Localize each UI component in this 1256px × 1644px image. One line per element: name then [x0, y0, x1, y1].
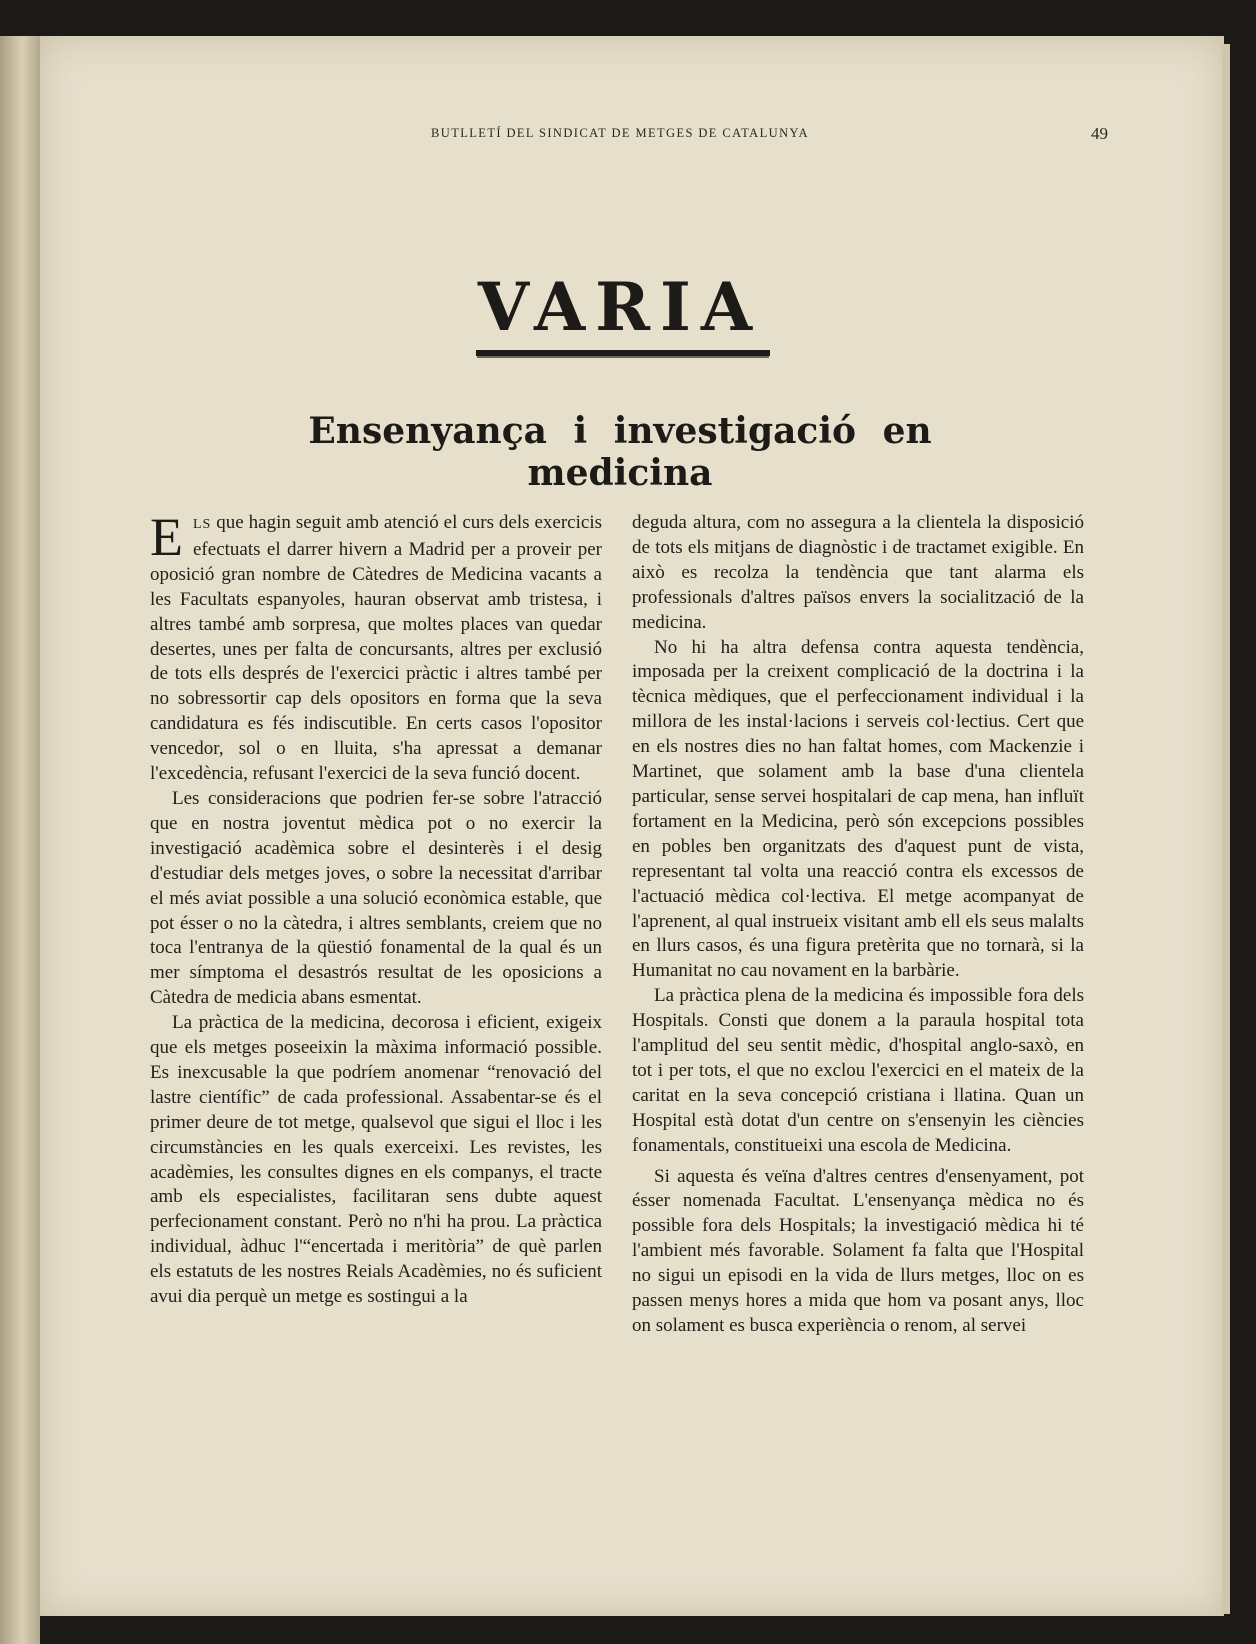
section-title: VARIA — [477, 268, 763, 346]
paragraph: deguda altura, com no assegura a la clientela la disposició de tots els mitjans de diagnòstic i de tractamet exigible. En això es recolza la tendència que tant alarma els professionals d'altres països envers la socialització de la medicina. — [632, 512, 1084, 633]
paragraph — [150, 507, 602, 787]
facing-page-edge — [0, 36, 40, 1644]
lead-word: LS — [193, 517, 212, 532]
running-head: BUTLLETÍ DEL SINDICAT DE METGES DE CATALUNYA — [431, 126, 809, 140]
page-edge — [1222, 44, 1230, 1614]
paragraph: Si aquesta és veïna d'altres centres d'ensenyament, pot ésser nomenada Facultat. L'ensenyança mèdica no és possible fora dels Hospitals; la investigació mèdica hi té l'ambient més favorable. Solament fa falta que l'Hospital no sigui un episodi en la vida de llurs metges, lloc on es passen menys hores a mida que hom va posant anys, lloc on solament es busca experiència o renom, al servei — [632, 1165, 1084, 1336]
paragraph-text: que hagin seguit amb atenció el curs dels exercicis efectuats el darrer hivern a Madrid per a proveir per oposició gran nombre de Càtedres de Medicina vacants a les Facultats espanyoles, hauran observat amb tristesa, i altres també amb sorpresa, que moltes places van quedar desertes, unes per falta de concursants, altres per exclusió de tots ells després de l'exercici pràctic i altres també per no sobressortir cap dels opositors en forma que la seva candidatura es fés indiscutible. En certs casos l'opositor vencedor, sol o en lluita, s'ha apressat a demanar l'excedència, refusant l'exercici de la seva funció docent. — [150, 512, 602, 785]
paragraph: Les consideracions que podrien fer-se sobre l'atracció que en nostra joventut mèdica pot o no exercir la investigació acadèmica sobre el desinterès i el desig d'estudiar dels metges joves, o sobre la necessitat d'arribar el més aviat possible a una solució econòmica estable, que pot ésser o no la càtedra, i altres semblants, creiem que no toca l'entranya de la qüestió fonamental de la qual és un mer símptoma el desastrós resultat de les oposicions a Càtedra de medicia abans esmentat. — [150, 787, 602, 1009]
paragraph: No hi ha altra defensa contra aquesta tendència, imposada per la creixent complicació de la doctrina i la tècnica mèdiques, que el perfeccionament individual i la millora de les instal·lacions i serveis col·lectius. Cert que en els nostres dies no han faltat homes, com Mackenzie i Martinet, que solament amb la base d'una clientela particular, sense servei hospitalari de cap mena, han influït fortament en la Medicina, però són excepcions possibles en pobles ben organitzats des d'aquest punt de vista, representant tal volta una reacció contra els excessos de l'actuació mèdica col·lectiva. El metge acompanyat de l'aprenent, al qual instrueix visitant amb ell els seus malalts en llurs casos, és una figura pretèrita que no tornarà, si la Humanitat no cau novament en la barbàrie. — [632, 636, 1084, 982]
paragraph: La pràctica plena de la medicina és impossible fora dels Hospitals. Consti que donem a la paraula hospital tota l'amplitud del seu sentit mèdic, d'hospital anglo-saxò, en tot i per tots, el que no exclou l'exercici en el mateix de la caritat en la seva concepció cristiana i llatina. Quan un Hospital està dotat d'un centre on s'ensenyin les ciències fonamentals, constitueixi una escola de Medicina. — [632, 985, 1084, 1156]
article-title: Ensenyança i investigació en medicina — [308, 410, 932, 494]
left-column — [150, 507, 602, 1310]
paragraph: La pràctica de la medicina, decorosa i eficient, exigeix que els metges poseeixin la màxima informació possible. Es inexcusable la que podríem anomenar “renovació del lastre científic” de cada professional. Assabentar-se és el primer deure de tot metge, qualsevol que sigui el lloc i les circumstàncies en les quals exerceixi. Les revistes, les acadèmies, les consultes dignes en els companys, el tracte amb els especialistes, facilitaran sens dubte aquest perfecionament constant. Però no n'hi ha prou. La pràctica individual, àdhuc l'“encertada i meritòria” de què parlen els estatuts de les nostres Reials Acadèmies, no és suficient avui dia perquè un metge es sostingui a la — [150, 1012, 602, 1308]
right-column — [632, 511, 1084, 1339]
page-number: 49 — [1091, 124, 1108, 143]
drop-cap: E — [150, 507, 183, 567]
title-underline-rule — [476, 350, 770, 356]
